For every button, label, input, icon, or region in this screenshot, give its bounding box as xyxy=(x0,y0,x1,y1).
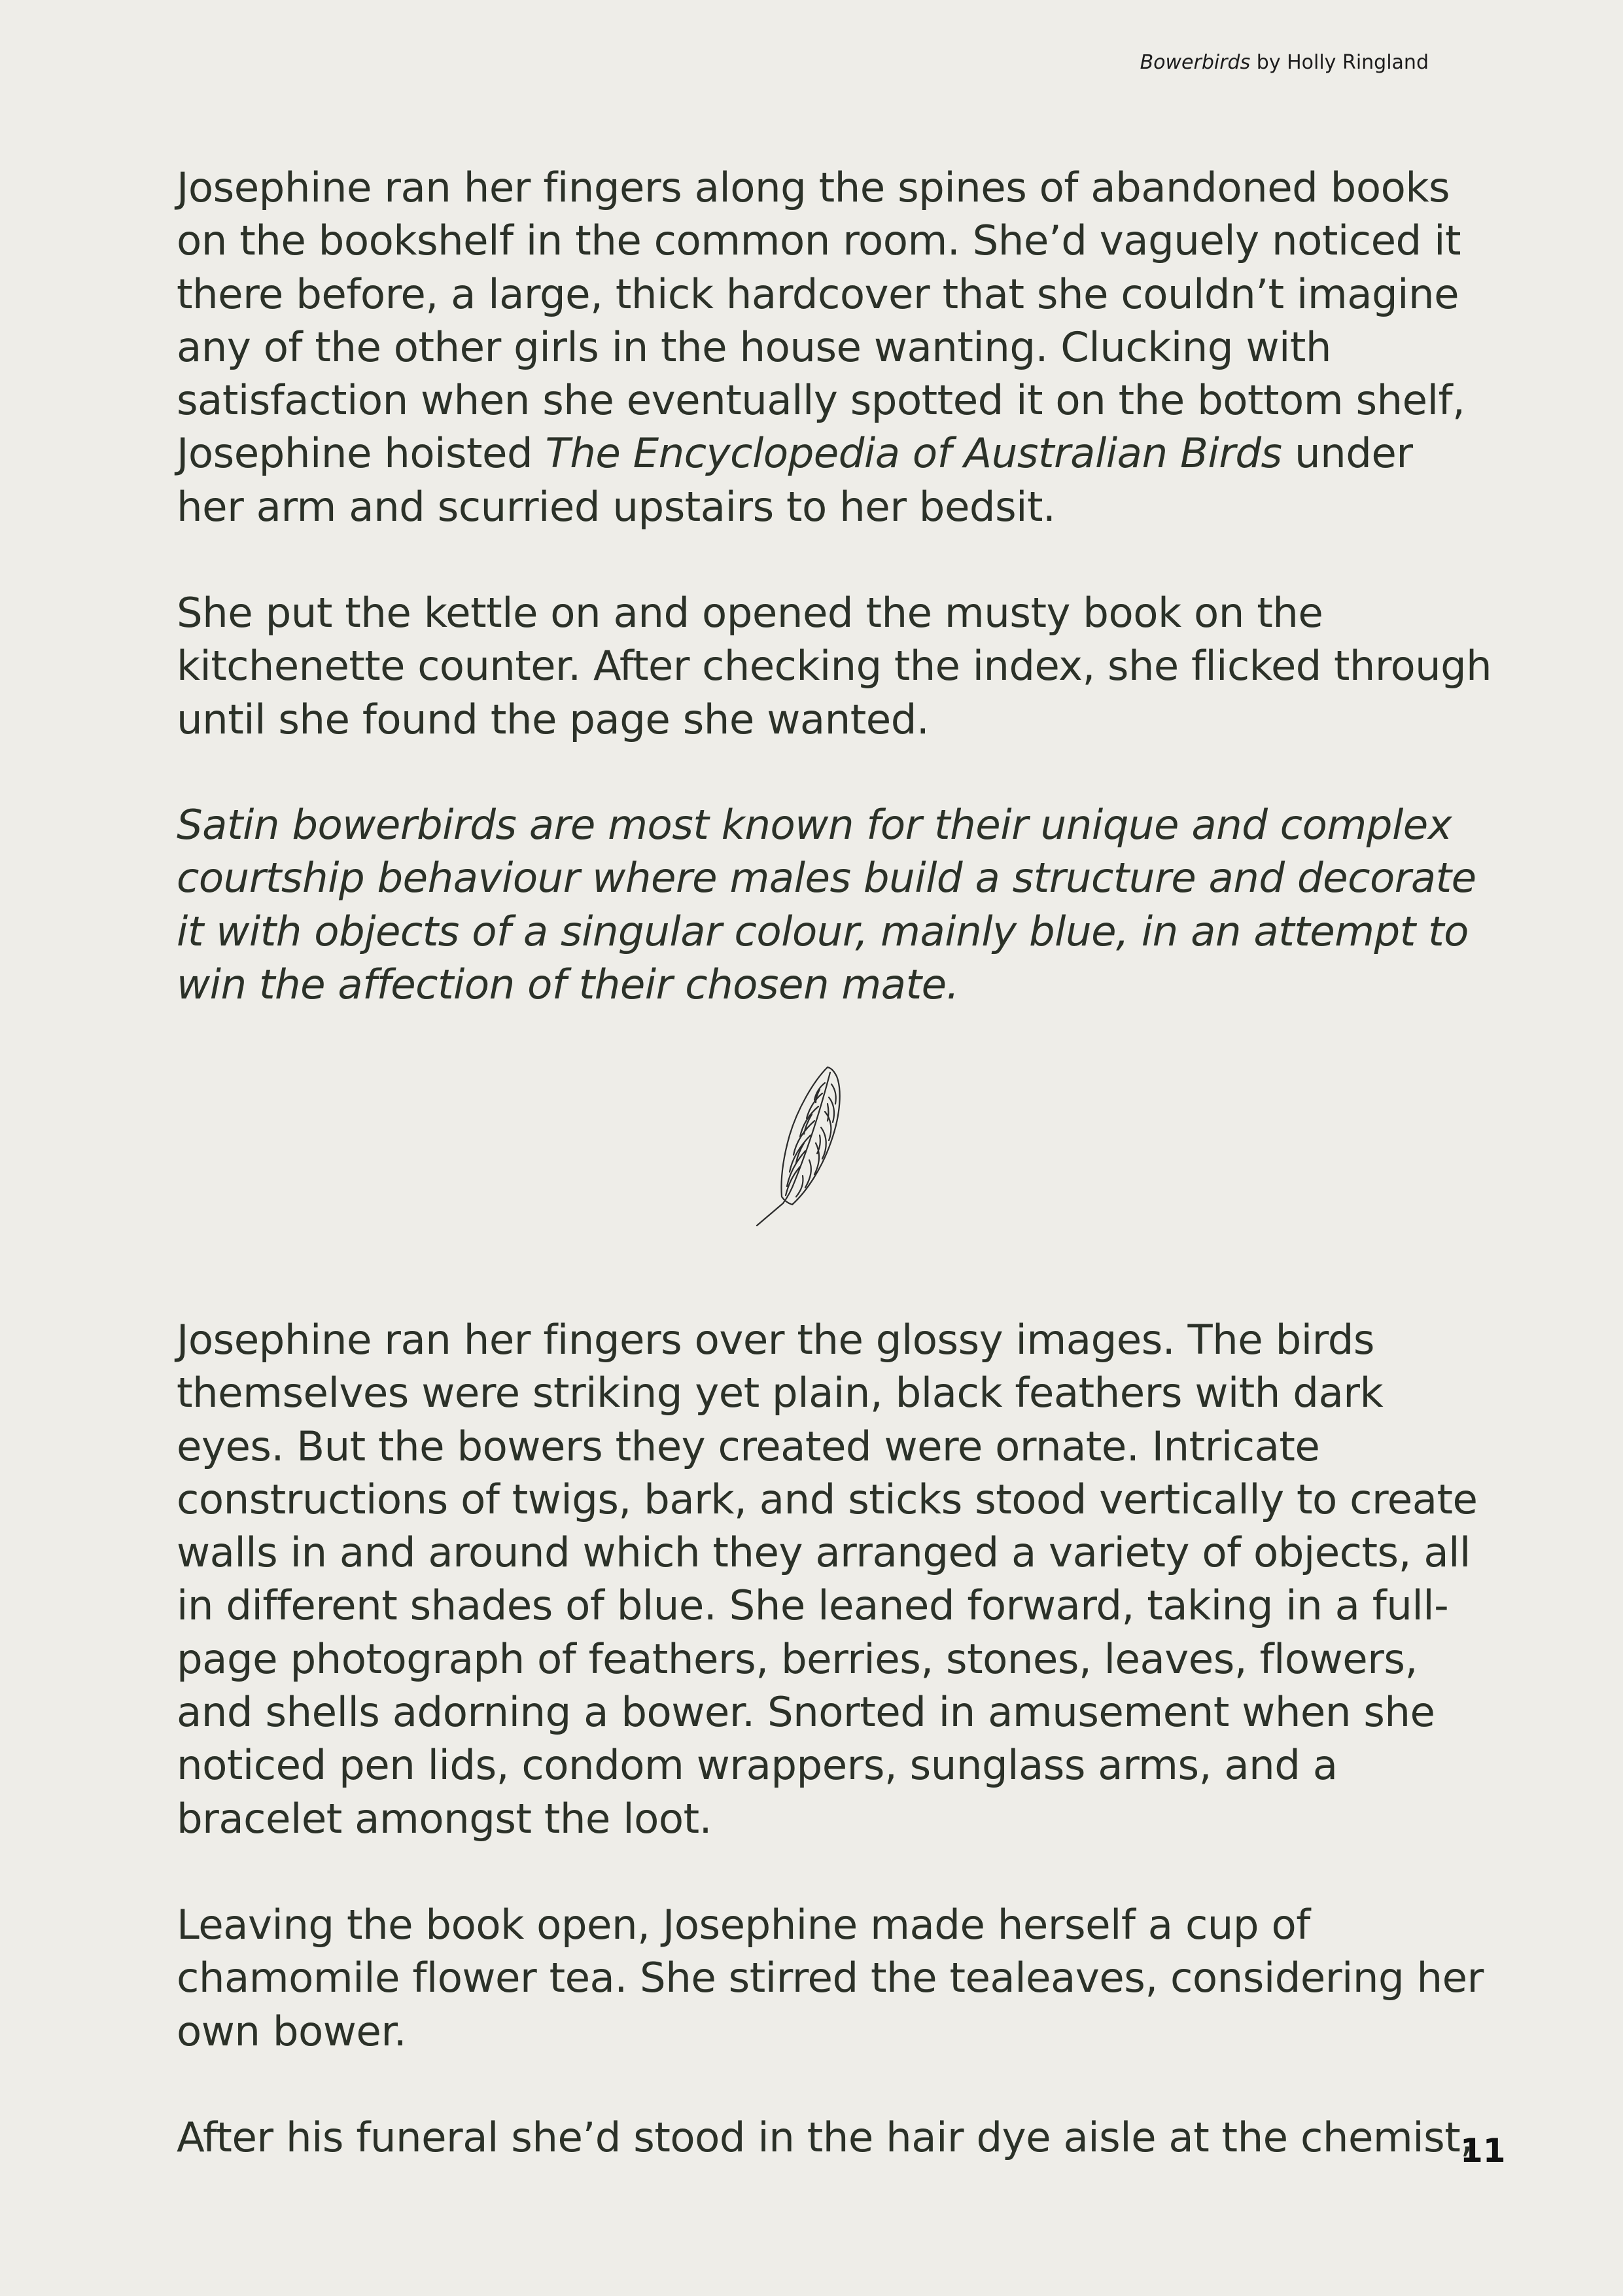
text-line-with-book-title xyxy=(177,427,1492,480)
text-run: Josephine hoisted xyxy=(177,429,546,478)
text-line: chamomile flower tea. She stirred the tealeaves, considering her xyxy=(177,1954,1484,2002)
paragraph-4 xyxy=(177,1313,1492,1845)
text-line: own bower. xyxy=(177,2007,407,2055)
text-line: page photograph of feathers, berries, stones, leaves, flowers, xyxy=(177,1634,1418,1683)
running-head-book-title: Bowerbirds xyxy=(1140,51,1251,74)
text-line: constructions of twigs, bark, and sticks stood vertically to create xyxy=(177,1475,1478,1523)
text-line: bracelet amongst the loot. xyxy=(177,1794,712,1843)
text-line: her arm and scurried upstairs to her bedsit. xyxy=(177,482,1056,531)
text-line: noticed pen lids, condom wrappers, sunglass arms, and a xyxy=(177,1741,1338,1790)
paragraph-1 xyxy=(177,161,1492,533)
text-line: there before, a large, thick hardcover that she couldn’t imagine xyxy=(177,270,1459,318)
quote-line: Satin bowerbirds are most known for their unique and complex xyxy=(177,801,1452,849)
text-line: in different shades of blue. She leaned forward, taking in a full- xyxy=(177,1581,1449,1630)
text-line: and shells adorning a bower. Snorted in amusement when she xyxy=(177,1688,1435,1737)
text-line: kitchenette counter. After checking the index, she flicked through xyxy=(177,642,1492,690)
paragraph-6 xyxy=(177,2111,1492,2164)
text-line: eyes. But the bowers they created were ornate. Intricate xyxy=(177,1422,1320,1470)
text-line: themselves were striking yet plain, black feathers with dark xyxy=(177,1369,1384,1417)
paragraph-2 xyxy=(177,586,1492,746)
text-line: on the bookshelf in the common room. She’d vaguely noticed it xyxy=(177,217,1461,265)
text-line: Josephine ran her fingers along the spines of abandoned books xyxy=(177,164,1450,211)
paragraph-5 xyxy=(177,1898,1492,2058)
text-line: Josephine ran her fingers over the glossy images. The birds xyxy=(177,1316,1374,1364)
quote-line: win the affection of their chosen mate. xyxy=(177,960,959,1008)
text-line: until she found the page she wanted. xyxy=(177,695,930,743)
text-line: Leaving the book open, Josephine made herself a cup of xyxy=(177,1901,1310,1949)
page-number: 11 xyxy=(1460,2132,1506,2170)
quote-line: courtship behaviour where males build a structure and decorate xyxy=(177,854,1476,902)
text-line: After his funeral she’d stood in the hair dye aisle at the chemist, xyxy=(177,2113,1473,2161)
running-head xyxy=(916,51,1429,74)
encyclopedia-quote xyxy=(177,798,1492,1011)
quote-line: it with objects of a singular colour, mainly blue, in an attempt to xyxy=(177,907,1469,955)
text-line: She put the kettle on and opened the musty book on the xyxy=(177,589,1323,637)
text-run: under xyxy=(1282,429,1413,478)
encyclopedia-title: The Encyclopedia of Australian Birds xyxy=(545,429,1282,478)
text-line: satisfaction when she eventually spotted it on the bottom shelf, xyxy=(177,376,1465,425)
text-line: any of the other girls in the house wanting. Clucking with xyxy=(177,323,1332,371)
text-line: walls in and around which they arranged a variety of objects, all xyxy=(177,1528,1471,1577)
running-head-byline: by Holly Ringland xyxy=(1250,51,1429,74)
feather-icon xyxy=(754,1063,852,1227)
